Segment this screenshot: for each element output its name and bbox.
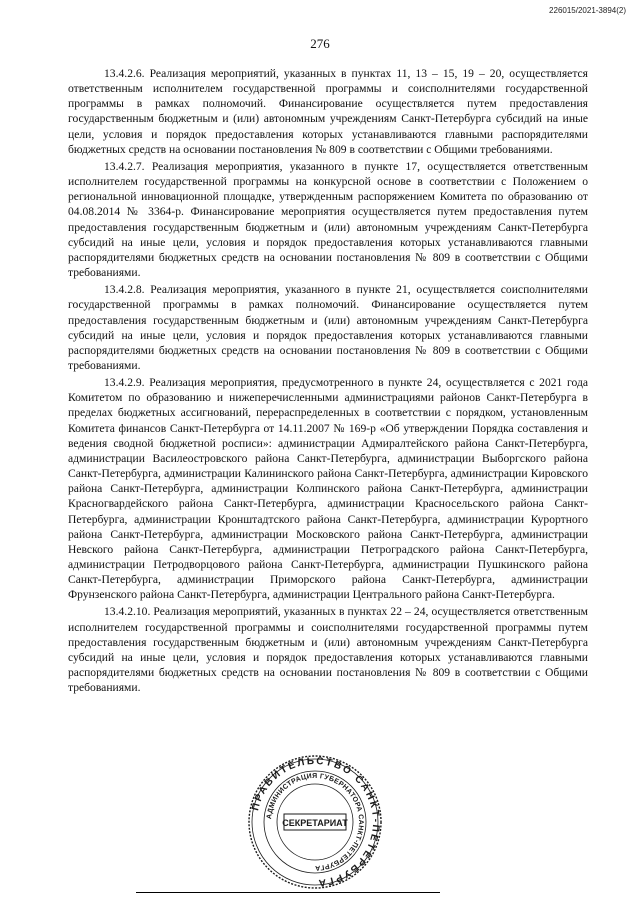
paragraph-13-4-2-7: 13.4.2.7. Реализация мероприятия, указанного в пункте 17, осуществляется ответственным исполнителем государственной программы на конкурсной основе в соответствии с Положением о региональной инновационной площадке, утвержденным распоряжением Комитета по образованию от 04.08.2014 № 3364-р. Финансирование мероприятия осуществляется путем предоставления путем предоставления государственным бюджетным и (или) автономным учреждениям Санкт-Петербурга субсидий на иные цели, условия и порядок предоставления которых устанавливаются главными распорядителями бюджетных средств на основании постановления № 809 в соответствии с Общими требованиями. [68,159,588,280]
stamp-inner-text: АДМИНИСТРАЦИЯ ГУБЕРНАТОРА САНКТ-ПЕТЕРБУРГА [266,772,365,872]
document-id: 226015/2021-3894(2) [549,6,626,15]
paragraph-13-4-2-6: 13.4.2.6. Реализация мероприятий, указанных в пунктах 11, 13 – 15, 19 – 20, осуществляется ответственным исполнителем государственной программы и соисполнителями государственной программы в рамках полномочий. Финансирование осуществляется путем предоставления государственным бюджетным и (или) автономным учреждениям Санкт-Петербурга субсидий на иные цели, условия и порядок предоставления которых устанавливаются главными распорядителями бюджетных средств на основании постановления № 809 в соответствии с Общими требованиями. [68,67,588,156]
stamp-center-text: СЕКРЕТАРИАТ [282,818,348,828]
page-number: 276 [310,36,330,51]
page-bottom-rule [136,892,440,893]
stamp-seal-icon [240,754,390,890]
stamp-outer-text: ПРАВИТЕЛЬСТВО САНКТ-ПЕТЕРБУРГА [250,755,382,889]
paragraph-13-4-2-10: 13.4.2.10. Реализация мероприятий, указанных в пунктах 22 – 24, осуществляется ответственным исполнителем государственной программы и соисполнителями государственной программы путем предоставления государственным бюджетным и (или) автономным учреждениям Санкт-Петербурга субсидий на иные цели, условия и порядок предоставления которых устанавливаются главными распорядителями бюджетных средств на основании постановления № 809 в соответствии с Общими требованиями. [68,605,588,695]
secretariat-stamp [240,754,390,890]
paragraph-13-4-2-9: 13.4.2.9. Реализация мероприятия, предусмотренного в пункте 24, осуществляется с 2021 года Комитетом по образованию и нижеперечисленными администрациями районов Санкт-Петербурга в пределах бюджетных ассигнований, перераспределенных в соответствии с порядком, установленным Комитета финансов Санкт-Петербурга от 14.11.2007 № 169-р «Об утверждении Порядка составления и ведения сводной бюджетной росписи»: администрации Адмиралтейского района Санкт-Петербурга, администрации Василеостровского района Санкт-Петербурга, администрации Выборгского района Санкт-Петербурга, администрации Калининского района Санкт-Петербурга, администрации Кировского района Санкт-Петербурга, администрации Колпинского района Санкт-Петербурга, администрации Красногвардейского района Санкт-Петербурга, администрации Красносельского района Санкт-Петербурга, администрации Кронштадтского района Санкт-Петербурга, администрации Курортного района Санкт-Петербурга, администрации Московского района Санкт-Петербурга, администрации Невского района Санкт-Петербурга, администрации Петроградского района Санкт-Петербурга, администрации Петродворцового района Санкт-Петербурга, администрации Пушкинского района Санкт-Петербурга, администрации Приморского района Санкт-Петербурга, администрации Фрунзенского района Санкт-Петербурга, администрации Центрального района Санкт-Петербурга. [68,376,588,602]
document-body [68,66,588,697]
paragraph-13-4-2-8: 13.4.2.8. Реализация мероприятия, указанного в пункте 21, осуществляется соисполнителями государственной программы в рамках полномочий. Финансирование осуществляется путем предоставления государственным бюджетным и (или) автономным учреждениям Санкт-Петербурга субсидий на иные цели, условия и порядок предоставления которых устанавливаются главными распорядителями бюджетных средств на основании постановления № 809 в соответствии с Общими требованиями. [68,283,588,372]
